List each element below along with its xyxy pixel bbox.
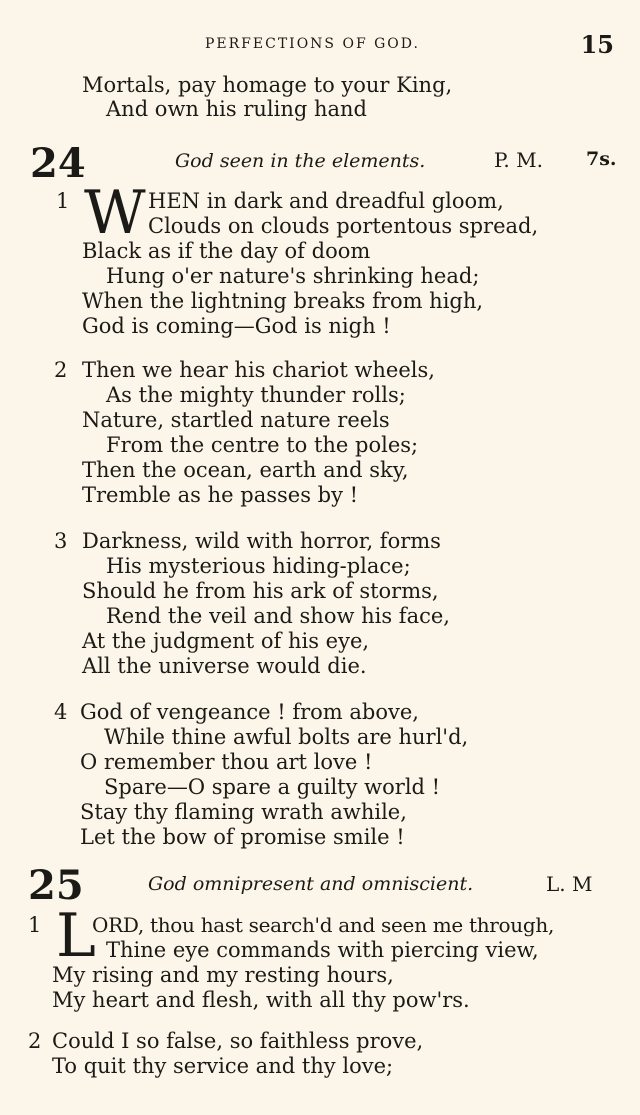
verse-line: While thine awful bolts are hurl'd, xyxy=(104,725,469,749)
hymn-meter: P. M. xyxy=(494,148,543,172)
verse-line: And own his ruling hand xyxy=(106,97,367,121)
verse-line: Black as if the day of doom xyxy=(82,239,371,263)
verse-line: Then we hear his chariot wheels, xyxy=(82,358,435,382)
verse-line: To quit thy service and thy love; xyxy=(52,1054,394,1078)
verse-line: My rising and my resting hours, xyxy=(52,963,394,987)
verse-line: As the mighty thunder rolls; xyxy=(106,383,406,407)
verse-line: All the universe would die. xyxy=(82,654,367,678)
stanza-number: 3 xyxy=(54,529,68,553)
verse-line: Nature, startled nature reels xyxy=(82,408,390,432)
verse-line: Could I so false, so faithless prove, xyxy=(52,1029,424,1053)
page-number: 15 xyxy=(580,30,614,59)
stanza-number: 2 xyxy=(28,1029,42,1053)
verse-line: HEN in dark and dreadful gloom, xyxy=(148,189,504,213)
drop-cap: L xyxy=(56,901,96,971)
verse-line: At the judgment of his eye, xyxy=(82,629,370,653)
verse-line: God is coming—God is nigh ! xyxy=(82,314,391,338)
running-title: PERFECTIONS OF GOD. xyxy=(205,36,420,52)
verse-line: From the centre to the poles; xyxy=(106,433,419,457)
verse-line: Hung o'er nature's shrinking head; xyxy=(106,264,480,288)
verse-line: My heart and flesh, with all thy pow'rs. xyxy=(52,988,470,1012)
stanza-number: 1 xyxy=(56,189,70,213)
verse-line: ORD, thou hast search'd and seen me through, xyxy=(92,913,555,937)
verse-line: Clouds on clouds portentous spread, xyxy=(148,214,539,238)
verse-line: Spare—O spare a guilty world ! xyxy=(104,775,441,799)
stanza-number: 1 xyxy=(28,913,42,937)
hymn-title: God omnipresent and omniscient. xyxy=(148,873,474,895)
verse-line: God of vengeance ! from above, xyxy=(80,700,419,724)
verse-line: Stay thy flaming wrath awhile, xyxy=(80,800,407,824)
hymn-number: 24 xyxy=(30,140,86,187)
hymn-meter-extra: 7s. xyxy=(586,148,617,170)
drop-cap: W xyxy=(84,178,146,248)
verse-line: Tremble as he passes by ! xyxy=(82,483,359,507)
verse-line: Thine eye commands with piercing view, xyxy=(106,938,539,962)
verse-line: His mysterious hiding-place; xyxy=(106,554,411,578)
verse-line: Then the ocean, earth and sky, xyxy=(82,458,409,482)
verse-line: Should he from his ark of storms, xyxy=(82,579,439,603)
stanza-number: 2 xyxy=(54,358,68,382)
hymn-meter: L. M xyxy=(546,872,593,896)
verse-line: Rend the veil and show his face, xyxy=(106,604,450,628)
verse-line: Darkness, wild with horror, forms xyxy=(82,529,441,553)
hymn-number: 25 xyxy=(28,862,84,909)
verse-line: Let the bow of promise smile ! xyxy=(80,825,405,849)
stanza-number: 4 xyxy=(54,700,68,724)
verse-line: When the lightning breaks from high, xyxy=(82,289,484,313)
verse-line: Mortals, pay homage to your King, xyxy=(82,73,453,97)
hymn-title: God seen in the elements. xyxy=(175,150,426,172)
verse-line: O remember thou art love ! xyxy=(80,750,373,774)
